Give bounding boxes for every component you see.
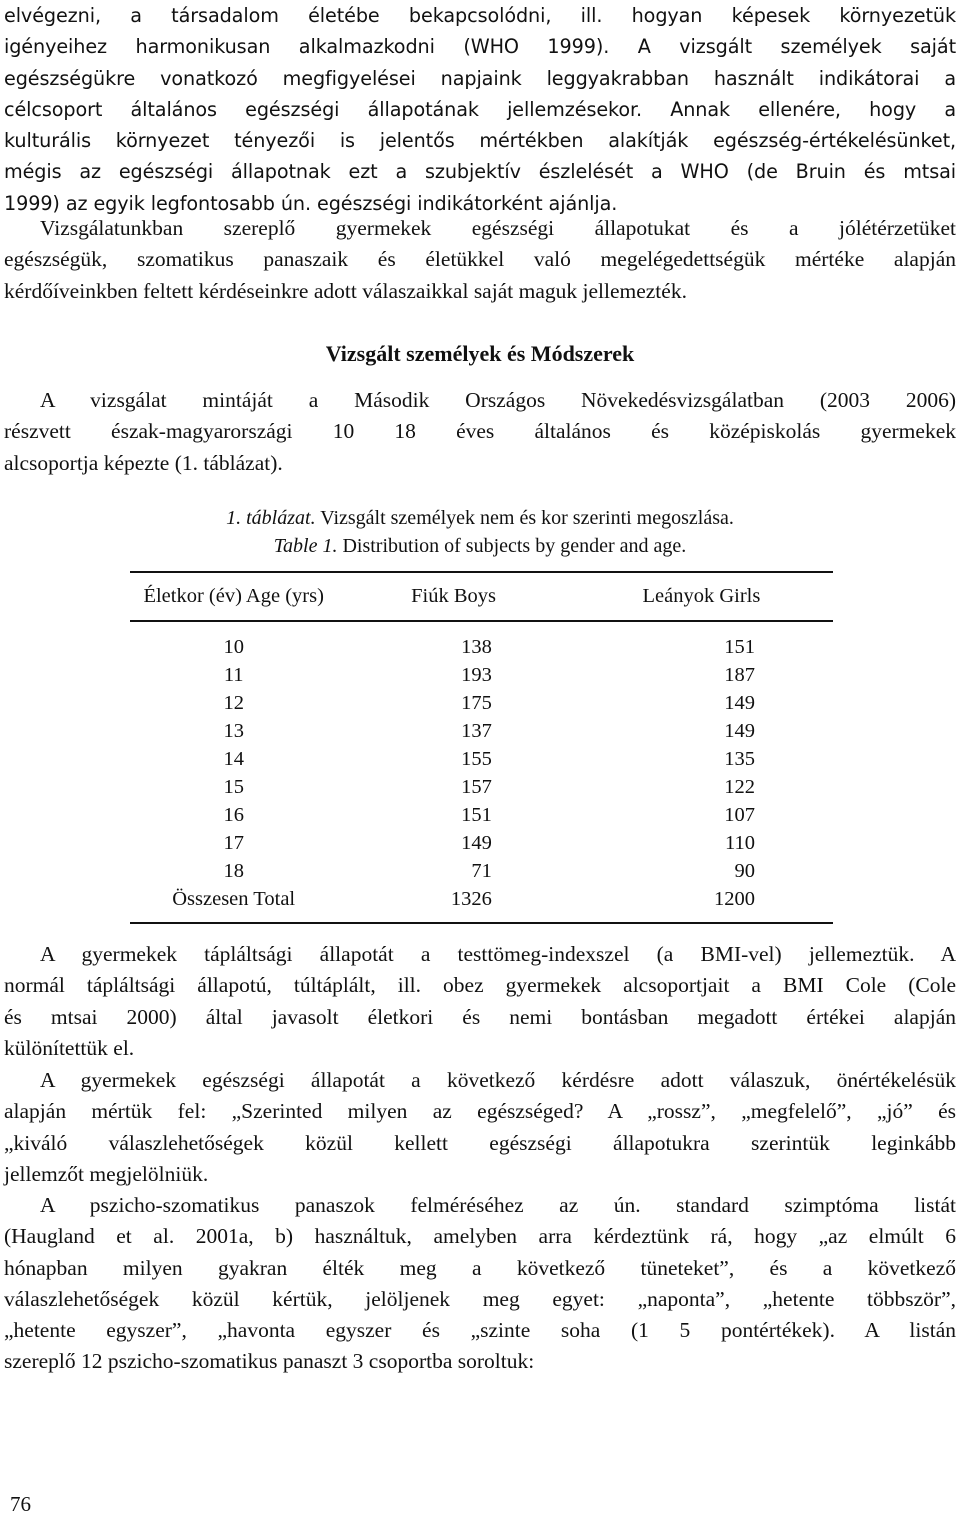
cell-boys: 149: [461, 832, 492, 854]
text-line: és mtsai 2000) által javasolt életkori és nemi bontásban megadott értékei alapján: [4, 1004, 956, 1029]
text-line: szereplő 12 pszicho-szomatikus panaszt 3 csoportba soroltuk:: [4, 1349, 535, 1374]
cell-girls-total: 1200: [714, 888, 755, 910]
header-boys: Fiúk Boys: [337, 572, 569, 621]
text-line: célcsoport általános egészségi állapotának jellemzésekor. Annak ellenére, hogy a: [4, 97, 956, 121]
table-row: [130, 661, 833, 689]
intro-paragraph: [4, 0, 956, 219]
table-row: [130, 829, 833, 857]
text-line: „kiváló válaszlehetőségek közül kellett egészségi állapotukra szerintük leginkább: [4, 1130, 956, 1155]
text-line: válaszlehetőségek közül kértük, jelöljenek meg egyet: „naponta”, „hetente többször”,: [4, 1286, 956, 1311]
cell-age: 15: [223, 776, 244, 798]
cell-boys: 138: [461, 636, 492, 658]
text-line: Vizsgálatunkban szereplő gyermekek egészségi állapotukat és a jólétérzetüket: [40, 216, 956, 240]
cell-boys: 175: [461, 692, 492, 714]
text-line: igényeihez harmonikusan alkalmazkodni (WHO 1999). A vizsgált személyek saját: [4, 35, 956, 59]
cell-boys-total: 1326: [450, 888, 492, 910]
text-line: mégis az egészségi állapotnak ezt a szubjektív észlelését a WHO (de Bruin és mtsai: [4, 160, 956, 184]
caption-text: Distribution of subjects by gender and age.: [337, 535, 687, 557]
table-row: [130, 689, 833, 717]
table-row: [130, 745, 833, 773]
text-line: (Haugland et al. 2001a, b) használtuk, amelyben arra kérdeztünk rá, hogy „az elmúlt 6: [4, 1224, 956, 1249]
text-line: különítettük el.: [4, 1035, 135, 1060]
cell-girls: 151: [724, 636, 755, 658]
cell-girls: 107: [724, 804, 755, 826]
text-line: részvett észak-magyarországi 10 18 éves általános és középiskolás gyermekek: [4, 419, 956, 444]
text-line: A pszicho-szomatikus panaszok felméréséhez az ún. standard szimptóma listát: [40, 1193, 956, 1217]
text-line: „hetente egyszer”, „havonta egyszer és „szinte soha (1 5 pontértékek). A listán: [4, 1318, 956, 1343]
header-girls: Leányok Girls: [570, 572, 833, 621]
cell-girls: 90: [734, 860, 755, 882]
cell-age: 16: [223, 804, 244, 826]
cell-age: 10: [223, 636, 244, 658]
text-line: hónapban milyen gyakran élték meg a következő tüneteket”, és a következő: [4, 1255, 956, 1280]
cell-girls: 135: [724, 748, 755, 770]
cell-boys: 155: [461, 748, 492, 770]
section-title: Vizsgált személyek és Módszerek: [325, 341, 635, 366]
table-total-row: [130, 885, 833, 913]
table-row: [130, 717, 833, 745]
caption-label: 1. táblázat.: [226, 507, 316, 529]
table-header-row: [130, 572, 833, 621]
table-caption-en: [4, 531, 956, 561]
table-row: [130, 801, 833, 829]
table-row: [130, 857, 833, 885]
table-caption-hu: [4, 503, 956, 533]
section-paragraph: [4, 385, 956, 479]
text-line: normál tápláltsági állapotú, túltáplált, ill. obez gyermekek alcsoportjait a BMI Cole (Cole: [4, 973, 956, 998]
methods-paragraph-symptoms: [4, 1190, 956, 1378]
cell-boys: 71: [471, 860, 492, 882]
header-age: Életkor (év) Age (yrs): [130, 572, 337, 621]
page-number: 76: [10, 1492, 31, 1516]
text-line: egészségük, szomatikus panaszaik és életükkel való megelégedettségük mértéke alapján: [4, 247, 956, 272]
cell-girls: 110: [725, 832, 755, 854]
cell-girls: 149: [724, 720, 755, 742]
cell-girls: 187: [724, 664, 755, 686]
caption-text: Vizsgált személyek nem és kor szerinti megoszlása.: [315, 507, 734, 529]
methods-paragraph-health: [4, 1065, 956, 1190]
table-spacer: [130, 621, 833, 633]
cell-boys: 193: [461, 664, 492, 686]
methods-paragraph-bmi: [4, 939, 956, 1064]
table-row: [130, 773, 833, 801]
cell-age: 11: [223, 664, 244, 686]
caption-label: Table 1.: [273, 535, 338, 557]
text-line: A gyermekek egészségi állapotát a következő kérdésre adott válaszuk, önértékelésük: [40, 1068, 956, 1092]
cell-girls: 122: [724, 776, 755, 798]
cell-age: 18: [223, 860, 244, 882]
table-row: [130, 633, 833, 661]
cell-boys: 157: [461, 776, 492, 798]
distribution-table: [130, 571, 833, 924]
text-line: alcsoportja képezte (1. táblázat).: [4, 450, 283, 475]
cell-age: 14: [223, 748, 244, 770]
text-line: A gyermekek tápláltsági állapotát a testtömeg-indexszel (a BMI-vel) jellemeztük. A: [40, 942, 956, 966]
table-bottom-rule: [130, 913, 833, 923]
text-line: 1999) az egyik legfontosabb ún. egészségi indikátorként ajánlja.: [4, 191, 618, 215]
text-line: kérdőíveinkben feltett kérdéseinkre adott válaszaikkal saját maguk jellemezték.: [4, 278, 687, 303]
text-line: alapján mértük fel: „Szerinted milyen az egészséged? A „rossz”, „megfelelő”, „jó” és: [4, 1099, 956, 1124]
cell-age: 13: [223, 720, 244, 742]
cell-boys: 137: [461, 720, 492, 742]
text-line: kulturális környezet tényezői is jelentős mértékben alakítják egészség-értékelésünket,: [4, 129, 956, 153]
cell-age: 17: [223, 832, 244, 854]
text-line: A vizsgálat mintáját a Második Országos Növekedésvizsgálatban (2003 2006): [40, 388, 956, 412]
text-line: jellemzőt megjelölniük.: [4, 1161, 209, 1186]
text-line: elvégezni, a társadalom életébe bekapcsolódni, ill. hogyan képesek környezetük: [4, 4, 956, 27]
text-line: egészségükre vonatkozó megfigyelései napjaink leggyakrabban használt indikátorai a: [4, 66, 956, 90]
cell-boys: 151: [461, 804, 492, 826]
cell-total-label: Összesen Total: [172, 888, 296, 910]
cell-girls: 149: [724, 692, 755, 714]
cell-age: 12: [223, 692, 244, 714]
study-paragraph: [4, 213, 956, 307]
